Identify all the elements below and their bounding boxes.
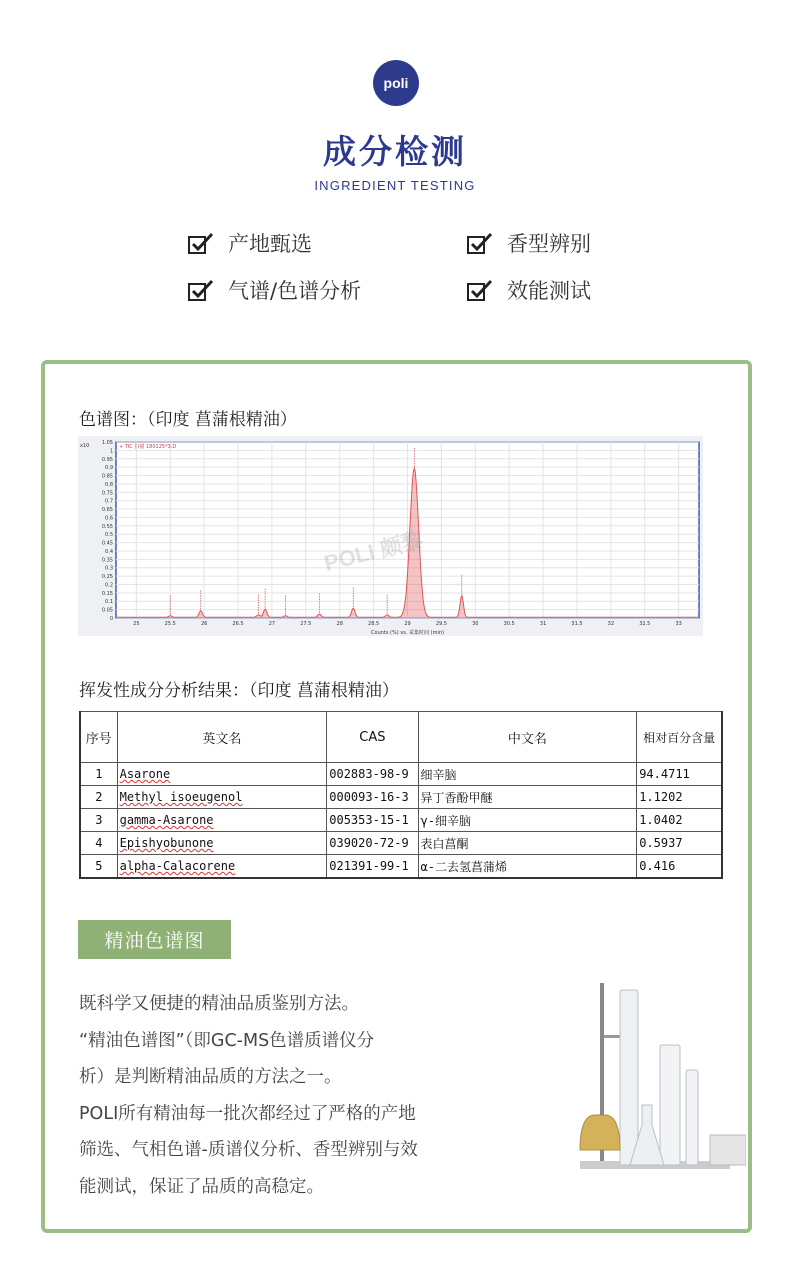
cell-no: 5 — [80, 855, 117, 879]
cell-en: Epishyobunone — [117, 832, 327, 855]
cell-pct: 0.5937 — [637, 832, 722, 855]
cell-pct: 1.1202 — [637, 786, 722, 809]
cell-en: gamma-Asarone — [117, 809, 327, 832]
cell-cn: 细辛脑 — [418, 763, 637, 786]
y-tick-label: 0.8 — [105, 481, 113, 488]
y-tick-label: 0.9 — [105, 465, 113, 472]
x-tick-label: 25 — [133, 621, 140, 627]
chromatogram-heading: 色谱图：（印度 菖蒲根精油） — [79, 410, 297, 430]
cell-pct: 94.4711 — [637, 763, 722, 786]
y-tick-label: 0.3 — [105, 565, 113, 572]
x-tick-label: 27 — [268, 621, 276, 627]
y-axis-label: x10 — [80, 443, 90, 449]
x-tick-label: 30 — [472, 621, 479, 627]
y-tick-label: 0.15 — [101, 590, 113, 597]
description-line: 析）是判断精油品质的方法之一。 — [79, 1067, 342, 1087]
cell-cn: α-二去氢菖蒲烯 — [418, 855, 637, 879]
x-tick-label: 33 — [675, 621, 682, 627]
table-row — [80, 763, 722, 786]
description-line: 能测试，保证了品质的高稳定。 — [79, 1176, 324, 1197]
legend-entry: + TIC 扫描 180125*3.D — [119, 444, 177, 450]
feature-item — [188, 228, 312, 258]
y-tick-label: 0.7 — [105, 498, 113, 505]
feature-item — [188, 275, 361, 305]
x-tick-label: 32.5 — [639, 621, 651, 627]
table-header-row — [80, 712, 722, 763]
cell-no: 4 — [80, 832, 117, 855]
cell-en: alpha-Calacorene — [117, 855, 327, 879]
cell-cn: 异丁香酚甲醚 — [418, 786, 637, 809]
x-tick-label: 32 — [607, 621, 615, 627]
description-line: 既科学又便捷的精油品质鉴别方法。 — [79, 994, 359, 1014]
y-tick-label: 0.35 — [101, 557, 113, 564]
analysis-table — [79, 711, 723, 879]
feature-item — [467, 228, 591, 258]
feature-label: 香型辨别 — [507, 232, 591, 256]
x-tick-label: 29 — [404, 621, 411, 627]
table-row — [80, 832, 722, 855]
x-tick-label: 29.5 — [435, 621, 447, 627]
x-tick-label: 26.5 — [232, 621, 244, 627]
description-text — [79, 986, 509, 1205]
lab-glassware-illustration — [560, 975, 746, 1185]
feature-label: 效能测试 — [507, 279, 591, 303]
chromatogram-chart — [78, 436, 703, 636]
y-tick-label: 0.5 — [105, 532, 113, 539]
checkbox-checked-icon — [188, 232, 214, 254]
cell-no: 3 — [80, 809, 117, 832]
cell-pct: 1.0402 — [637, 809, 722, 832]
description-line: “精油色谱图”（即GC-MS色谱质谱仪分 — [79, 1030, 375, 1051]
cell-en: Asarone — [117, 763, 327, 786]
table-row — [80, 809, 722, 832]
brand-logo: poli — [373, 60, 419, 106]
y-tick-label: 0.4 — [105, 548, 113, 555]
y-tick-label: 0.2 — [105, 582, 113, 589]
column-header: 相对百分含量 — [637, 712, 722, 763]
description-line: POLI所有精油每一批次都经过了严格的产地 — [79, 1103, 416, 1124]
x-tick-label: 25.5 — [164, 621, 176, 627]
cell-no: 2 — [80, 786, 117, 809]
checkbox-checked-icon — [467, 279, 493, 301]
y-tick-label: 0.95 — [101, 456, 113, 463]
y-tick-label: 0.05 — [101, 607, 113, 614]
y-tick-label: 0.55 — [101, 523, 113, 530]
x-tick-label: 31 — [539, 621, 547, 627]
checkbox-checked-icon — [467, 232, 493, 254]
y-tick-label: 0.45 — [101, 540, 113, 547]
cell-cas: 002883-98-9 — [327, 763, 418, 786]
column-header: 英文名 — [117, 712, 327, 763]
table-row — [80, 786, 722, 809]
x-axis-label: Counts (%) vs. 采集时间 (min) — [371, 630, 444, 636]
cell-cn: γ-细辛脑 — [418, 809, 637, 832]
y-tick-label: 0.85 — [101, 473, 113, 480]
cell-cas: 005353-15-1 — [327, 809, 418, 832]
cell-cas: 039020-72-9 — [327, 832, 418, 855]
y-tick-label: 0.75 — [101, 490, 113, 497]
x-tick-label: 27.5 — [300, 621, 312, 627]
cell-en: Methyl isoeugenol — [117, 786, 327, 809]
cell-cas: 021391-99-1 — [327, 855, 418, 879]
cell-cas: 000093-16-3 — [327, 786, 418, 809]
cell-pct: 0.416 — [637, 855, 722, 879]
column-header: CAS — [327, 712, 418, 763]
page-title: 成分检测 — [323, 132, 467, 171]
feature-label: 气谱/色谱分析 — [228, 279, 362, 303]
watermark-text: POLI 颇黎 — [321, 527, 426, 576]
checkbox-checked-icon — [188, 279, 214, 301]
feature-item — [467, 275, 591, 305]
table-row — [80, 855, 722, 879]
y-tick-label: 0.25 — [101, 574, 113, 581]
page-subtitle: INGREDIENT TESTING — [314, 178, 476, 193]
description-line: 筛选、气相色谱-质谱仪分析、香型辨别与效 — [79, 1140, 418, 1160]
y-tick-label: 0.65 — [101, 507, 113, 514]
y-tick-label: 0.6 — [105, 515, 113, 522]
y-tick-label: 0.1 — [105, 599, 113, 606]
chromatogram-svg — [78, 436, 703, 636]
x-tick-label: 30.5 — [503, 621, 515, 627]
x-tick-label: 28.5 — [368, 621, 380, 627]
x-tick-label: 26 — [200, 621, 208, 627]
column-header: 序号 — [80, 712, 117, 763]
analysis-heading: 挥发性成分分析结果：（印度 菖蒲根精油） — [79, 681, 399, 701]
cell-no: 1 — [80, 763, 117, 786]
y-tick-label: 0 — [109, 616, 113, 622]
x-tick-label: 31.5 — [571, 621, 583, 627]
y-tick-label: 1 — [109, 448, 113, 455]
x-tick-label: 28 — [336, 621, 343, 627]
cell-cn: 表白菖酮 — [418, 832, 637, 855]
y-tick-label: 1.05 — [101, 440, 113, 446]
essential-oil-badge: 精油色谱图 — [78, 920, 231, 959]
column-header: 中文名 — [418, 712, 637, 763]
feature-label: 产地甄选 — [228, 232, 312, 256]
